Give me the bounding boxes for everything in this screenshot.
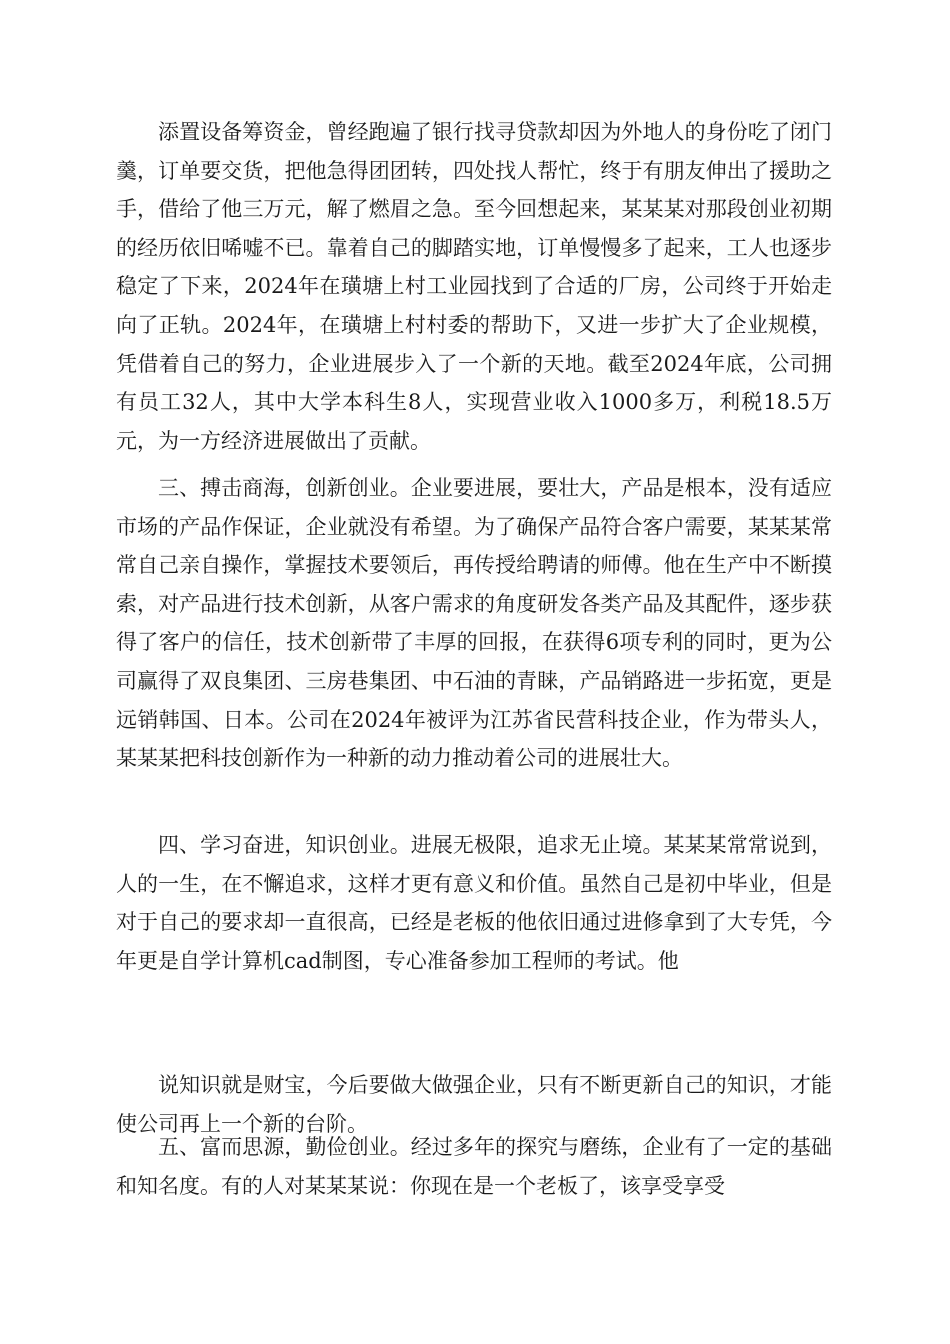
paragraph-knowledge: 说知识就是财宝，今后要做大做强企业，只有不断更新自己的知识，才能使公司再上一个新的台阶。 <box>116 1073 832 1136</box>
paragraph-learning: 四、学习奋进，知识创业。进展无极限，追求无止境。某某某常常说到，人的一生，在不懈追求，这样才更有意义和价值。虽然自己是初中毕业，但是对于自己的要求却一直很高，已经是老板的他依旧通过进修拿到了大专凭，今年更是自学计算机cad制图，专心准备参加工程师的考试。他 <box>116 833 832 973</box>
paragraph-startup-history: 添置设备筹资金，曾经跑遍了银行找寻贷款却因为外地人的身份吃了闭门羹，订单要交货，把他急得团团转，四处找人帮忙，终于有朋友伸出了援助之手，借给了他三万元，解了燃眉之急。至今回想起来，某某某对那段创业初期的经历依旧唏嘘不已。靠着自己的脚踏实地，订单慢慢多了起来，工人也逐步稳定了下来，2024年在璜塘上村工业园找到了合适的厂房，公司终于开始走向了正轨。2024年，在璜塘上村村委的帮助下，又进一步扩大了企业规模，凭借着自己的努力，企业进展步入了一个新的天地。截至2024年底，公司拥有员工32人，其中大学本科生8人，实现营业收入1000多万，利税18.5万元，为一方经济进展做出了贡献。 <box>116 120 832 453</box>
paragraph-thrift: 五、富而思源，勤俭创业。经过多年的探究与磨练，企业有了一定的基础和知名度。有的人对某某某说：你现在是一个老板了，该享受享受 <box>116 1135 832 1198</box>
paragraph-innovation: 三、搏击商海，创新创业。企业要进展，要壮大，产品是根本，没有适应市场的产品作保证，企业就没有希望。为了确保产品符合客户需要，某某某常常自己亲自操作，掌握技术要领后，再传授给聘请的师傅。他在生产中不断摸索，对产品进行技术创新，从客户需求的角度研发各类产品及其配件，逐步获得了客户的信任，技术创新带了丰厚的回报，在获得6项专利的同时，更为公司赢得了双良集团、三房巷集团、中石油的青睐，产品销路进一步拓宽，更是远销韩国、日本。公司在2024年被评为江苏省民营科技企业，作为带头人，某某某把科技创新作为一种新的动力推动着公司的进展壮大。 <box>116 476 832 771</box>
